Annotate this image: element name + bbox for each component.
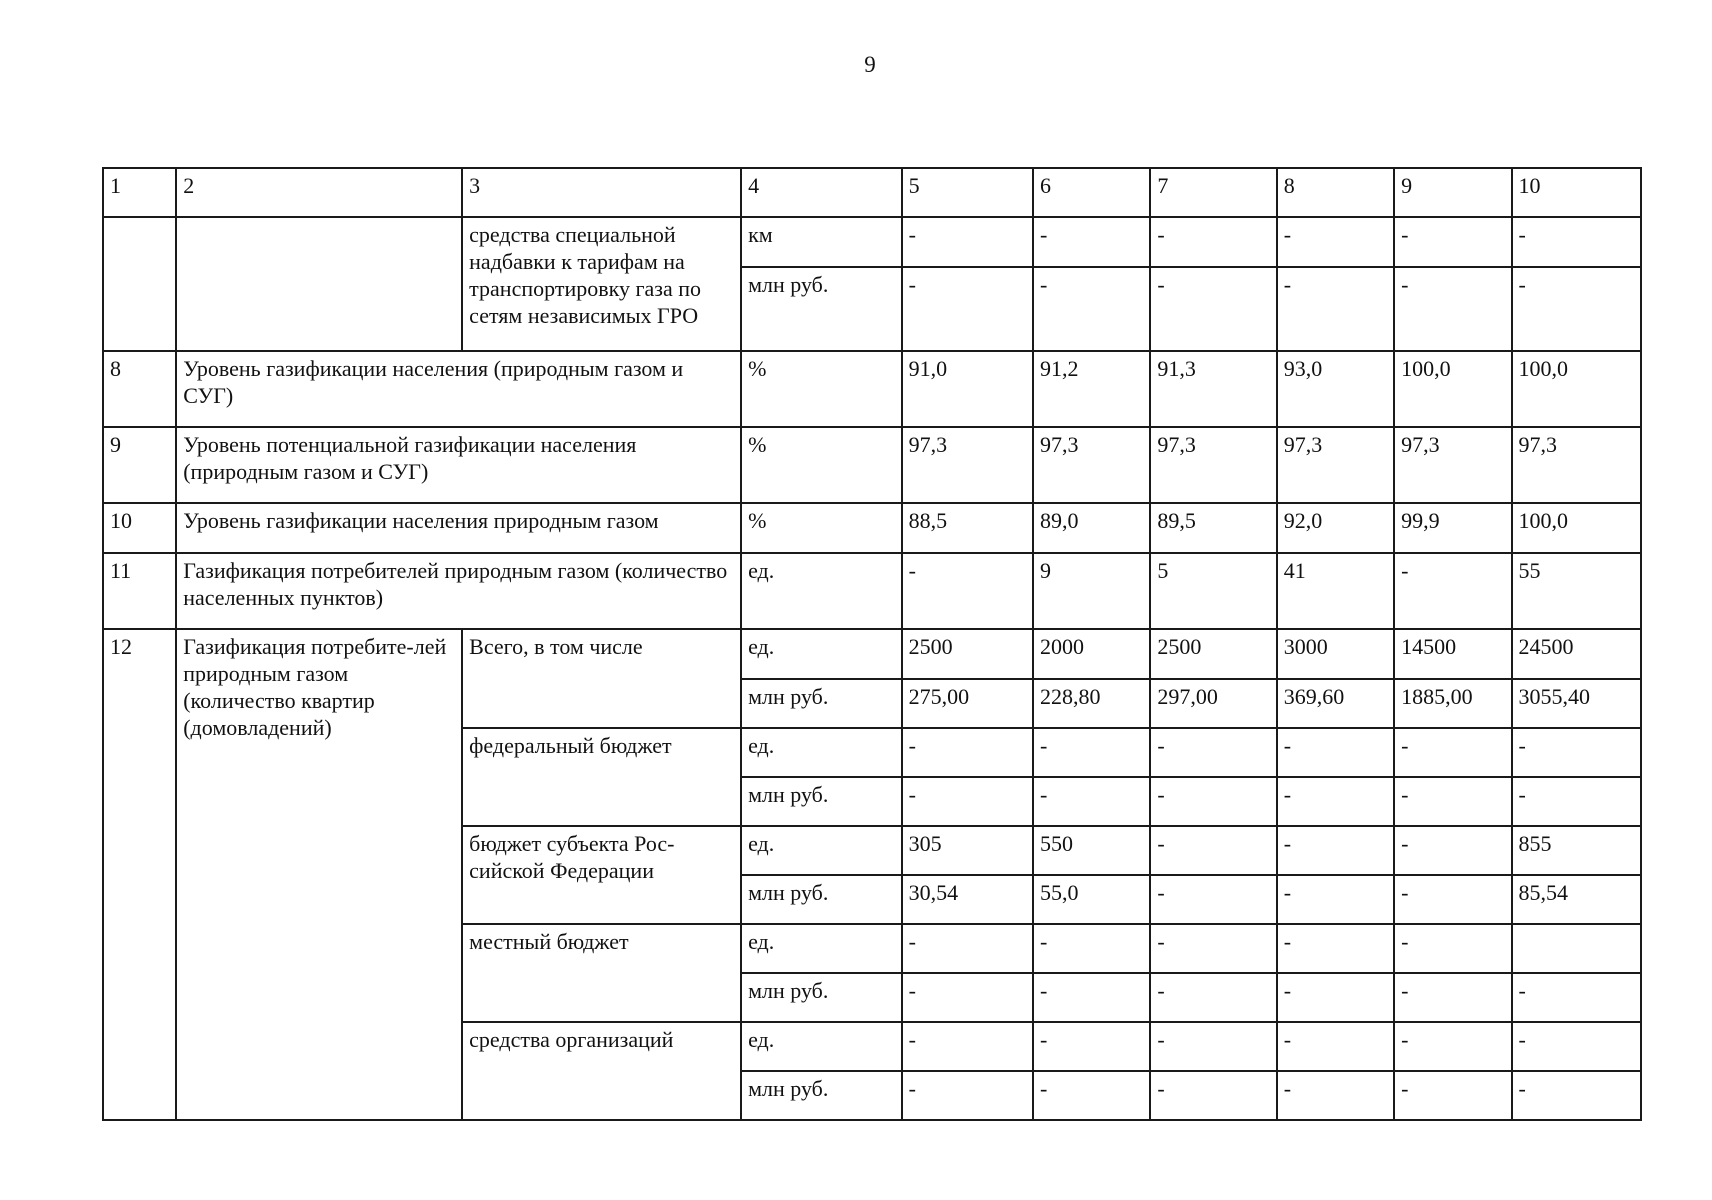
value-cell: - xyxy=(1512,1071,1641,1120)
header-cell: 9 xyxy=(1394,168,1511,217)
value-cell: - xyxy=(1277,217,1394,267)
value-cell: 855 xyxy=(1512,826,1641,875)
header-cell: 6 xyxy=(1033,168,1150,217)
value-cell: - xyxy=(1394,1022,1511,1071)
unit-cell: млн руб. xyxy=(741,777,902,826)
value-cell: - xyxy=(1150,777,1276,826)
value-cell: - xyxy=(1277,728,1394,777)
header-cell: 1 xyxy=(103,168,176,217)
funding-row xyxy=(103,629,1641,679)
value-cell: 99,9 xyxy=(1394,503,1511,553)
indicator-name-cell: Газификация потребителей природным газом (количество населенных пунктов) xyxy=(176,553,741,629)
funding-source-cell: Всего, в том числе xyxy=(462,629,741,728)
funding-source-cell: средства специальной надбавки к тарифам на транспортировку газа по сетям независимых ГРО xyxy=(462,217,741,351)
value-cell: - xyxy=(1033,217,1150,267)
value-cell: - xyxy=(1512,267,1641,351)
unit-cell: млн руб. xyxy=(741,267,902,351)
value-cell: 91,3 xyxy=(1150,351,1276,427)
value-cell: - xyxy=(1277,924,1394,973)
value-cell: 89,5 xyxy=(1150,503,1276,553)
value-cell: 3000 xyxy=(1277,629,1394,679)
value-cell: 550 xyxy=(1033,826,1150,875)
value-cell: - xyxy=(1277,777,1394,826)
value-cell: - xyxy=(1150,826,1276,875)
value-cell: 92,0 xyxy=(1277,503,1394,553)
page-number: 9 xyxy=(864,52,876,77)
value-cell: - xyxy=(1394,973,1511,1022)
value-cell: - xyxy=(1394,217,1511,267)
continued-row xyxy=(103,217,1641,267)
value-cell: 297,00 xyxy=(1150,679,1276,728)
value-cell: - xyxy=(1150,728,1276,777)
value-cell: - xyxy=(1277,973,1394,1022)
value-cell: - xyxy=(902,973,1033,1022)
value-cell: - xyxy=(1277,826,1394,875)
value-cell: - xyxy=(1150,924,1276,973)
funding-source-cell: местный бюджет xyxy=(462,924,741,1022)
value-cell: - xyxy=(1277,1071,1394,1120)
value-cell: 24500 xyxy=(1512,629,1641,679)
unit-cell: % xyxy=(741,427,902,503)
value-cell: - xyxy=(902,217,1033,267)
value-cell: 89,0 xyxy=(1033,503,1150,553)
row-number-cell: 8 xyxy=(103,351,176,427)
value-cell: 85,54 xyxy=(1512,875,1641,924)
header-cell: 4 xyxy=(741,168,902,217)
value-cell: 97,3 xyxy=(1277,427,1394,503)
value-cell: - xyxy=(902,553,1033,629)
unit-cell: % xyxy=(741,351,902,427)
value-cell: 93,0 xyxy=(1277,351,1394,427)
value-cell: - xyxy=(1277,875,1394,924)
value-cell: 305 xyxy=(902,826,1033,875)
row-number-cell: 10 xyxy=(103,503,176,553)
value-cell: 2500 xyxy=(902,629,1033,679)
unit-cell: % xyxy=(741,503,902,553)
value-cell: - xyxy=(1150,1071,1276,1120)
value-cell: - xyxy=(1150,1022,1276,1071)
funding-source-cell: средства организаций xyxy=(462,1022,741,1120)
value-cell: - xyxy=(1150,217,1276,267)
value-cell: - xyxy=(902,267,1033,351)
value-cell: - xyxy=(902,777,1033,826)
value-cell: 88,5 xyxy=(902,503,1033,553)
unit-cell: ед. xyxy=(741,629,902,679)
value-cell: - xyxy=(1033,1022,1150,1071)
unit-cell: ед. xyxy=(741,553,902,629)
value-cell: 97,3 xyxy=(1512,427,1641,503)
unit-cell: млн руб. xyxy=(741,679,902,728)
value-cell: 100,0 xyxy=(1512,503,1641,553)
value-cell: 55,0 xyxy=(1033,875,1150,924)
value-cell: - xyxy=(1277,1022,1394,1071)
value-cell: - xyxy=(1512,728,1641,777)
value-cell: 9 xyxy=(1033,553,1150,629)
header-cell: 5 xyxy=(902,168,1033,217)
value-cell: 97,3 xyxy=(902,427,1033,503)
value-cell: 41 xyxy=(1277,553,1394,629)
value-cell: - xyxy=(1033,924,1150,973)
value-cell: - xyxy=(1150,875,1276,924)
value-cell: - xyxy=(1277,267,1394,351)
row-number-cell: 12 xyxy=(103,629,176,1120)
funding-source-cell: федеральный бюджет xyxy=(462,728,741,826)
row-number-cell: 11 xyxy=(103,553,176,629)
indicators-table xyxy=(102,167,1642,1121)
unit-cell: ед. xyxy=(741,924,902,973)
value-cell: 30,54 xyxy=(902,875,1033,924)
value-cell: 3055,40 xyxy=(1512,679,1641,728)
value-cell: - xyxy=(1394,728,1511,777)
indicator-name-cell: Уровень газификации населения природным газом xyxy=(176,503,741,553)
value-cell: 91,2 xyxy=(1033,351,1150,427)
value-cell: 55 xyxy=(1512,553,1641,629)
indicator-row xyxy=(103,553,1641,629)
value-cell: - xyxy=(1512,1022,1641,1071)
unit-cell: ед. xyxy=(741,728,902,777)
value-cell: 228,80 xyxy=(1033,679,1150,728)
header-cell: 7 xyxy=(1150,168,1276,217)
value-cell: 91,0 xyxy=(902,351,1033,427)
header-cell: 8 xyxy=(1277,168,1394,217)
value-cell: - xyxy=(902,1022,1033,1071)
indicator-name-cell: Уровень газификации населения (природным газом и СУГ) xyxy=(176,351,741,427)
value-cell: - xyxy=(902,728,1033,777)
value-cell: 97,3 xyxy=(1033,427,1150,503)
unit-cell: ед. xyxy=(741,1022,902,1071)
value-cell: - xyxy=(1512,973,1641,1022)
value-cell: - xyxy=(1394,826,1511,875)
unit-cell: млн руб. xyxy=(741,1071,902,1120)
value-cell: - xyxy=(902,1071,1033,1120)
value-cell: - xyxy=(1394,875,1511,924)
value-cell: 2500 xyxy=(1150,629,1276,679)
value-cell: - xyxy=(1394,777,1511,826)
indicator-row xyxy=(103,351,1641,427)
value-cell: 369,60 xyxy=(1277,679,1394,728)
header-cell: 10 xyxy=(1512,168,1641,217)
value-cell: - xyxy=(1512,777,1641,826)
header-cell: 2 xyxy=(176,168,462,217)
value-cell: 2000 xyxy=(1033,629,1150,679)
value-cell: - xyxy=(1150,267,1276,351)
value-cell: 14500 xyxy=(1394,629,1511,679)
indicator-row xyxy=(103,427,1641,503)
value-cell: - xyxy=(1033,1071,1150,1120)
value-cell: 100,0 xyxy=(1394,351,1511,427)
indicator-name-cell: Газификация потребите-лей природным газом (количество квартир (домовладений) xyxy=(176,629,462,1120)
value-cell: - xyxy=(1033,728,1150,777)
value-cell: 100,0 xyxy=(1512,351,1641,427)
indicator-name-cell xyxy=(176,217,462,351)
value-cell: 97,3 xyxy=(1150,427,1276,503)
value-cell xyxy=(1512,924,1641,973)
value-cell: 97,3 xyxy=(1394,427,1511,503)
row-number-cell: 9 xyxy=(103,427,176,503)
value-cell: - xyxy=(902,924,1033,973)
indicator-row xyxy=(103,503,1641,553)
unit-cell: км xyxy=(741,217,902,267)
unit-cell: ед. xyxy=(741,826,902,875)
value-cell: - xyxy=(1394,924,1511,973)
value-cell: - xyxy=(1033,973,1150,1022)
value-cell: 5 xyxy=(1150,553,1276,629)
value-cell: - xyxy=(1150,973,1276,1022)
unit-cell: млн руб. xyxy=(741,875,902,924)
row-number-cell xyxy=(103,217,176,351)
indicator-name-cell: Уровень потенциальной газификации населения (природным газом и СУГ) xyxy=(176,427,741,503)
value-cell: - xyxy=(1512,217,1641,267)
value-cell: - xyxy=(1394,1071,1511,1120)
value-cell: 275,00 xyxy=(902,679,1033,728)
value-cell: - xyxy=(1394,267,1511,351)
funding-source-cell: бюджет субъекта Рос-сийской Федерации xyxy=(462,826,741,924)
value-cell: - xyxy=(1033,267,1150,351)
value-cell: 1885,00 xyxy=(1394,679,1511,728)
header-row xyxy=(103,168,1641,217)
unit-cell: млн руб. xyxy=(741,973,902,1022)
value-cell: - xyxy=(1033,777,1150,826)
header-cell: 3 xyxy=(462,168,741,217)
value-cell: - xyxy=(1394,553,1511,629)
